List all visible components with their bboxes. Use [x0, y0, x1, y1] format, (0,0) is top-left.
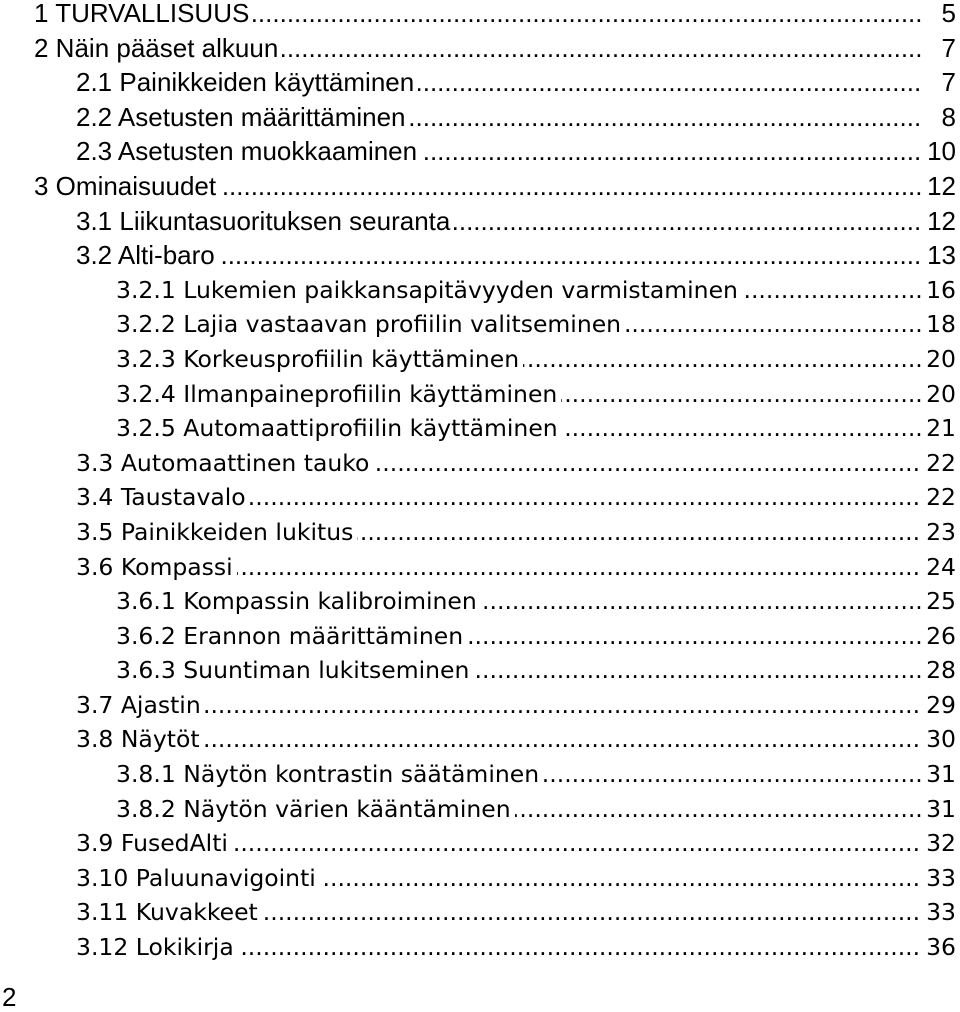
toc-entry-label: 2.2 Asetusten määrittäminen: [76, 100, 410, 135]
toc-entry-page: 30: [922, 722, 956, 757]
toc-entry[interactable]: [0, 619, 960, 654]
toc-entry[interactable]: [0, 861, 960, 896]
toc-entry[interactable]: [0, 584, 960, 619]
toc-entry[interactable]: [0, 653, 960, 688]
toc-entry-label: 3.8.1 Näytön kontrastin säätäminen: [116, 757, 543, 792]
toc-entry-label: 3.4 Taustavalo: [76, 480, 250, 515]
toc-entry-page: 16: [922, 273, 956, 308]
toc-entry[interactable]: [0, 446, 960, 481]
toc-entry-label: 3.8.2 Näytön värien kääntäminen: [116, 792, 515, 827]
toc-entry-label: 3.6 Kompassi: [76, 550, 237, 585]
toc-entry-label: 3.1 Liikuntasuorituksen seuranta: [76, 204, 454, 239]
toc-entry[interactable]: [0, 895, 960, 930]
toc-entry[interactable]: [0, 826, 960, 861]
toc-entry[interactable]: [0, 100, 960, 135]
toc-entry-label: 3.8 Näytöt: [76, 722, 204, 757]
toc-entry-page: 32: [922, 826, 956, 861]
toc-entry[interactable]: [0, 411, 960, 446]
toc-entry-label: 3.9 FusedAlti: [76, 826, 232, 861]
toc-entry-label: 3.7 Ajastin: [76, 688, 205, 723]
toc-entry[interactable]: [0, 31, 960, 66]
toc-entry[interactable]: [0, 377, 960, 412]
toc-entry-label: 3.2.1 Lukemien paikkansapitävyyden varmistaminen: [116, 273, 742, 308]
toc-entry-label: 3.2 Alti-baro: [76, 238, 219, 273]
toc-entry-page: 12: [922, 204, 956, 239]
toc-entry-page: 24: [922, 550, 956, 585]
toc-entry-page: 23: [922, 515, 956, 550]
toc-entry-page: 10: [922, 134, 956, 169]
toc-entry-label: 3.6.3 Suuntiman lukitseminen: [116, 653, 473, 688]
toc-entry-label: 3.10 Paluunavigointi: [76, 861, 320, 896]
toc-entry-page: 26: [922, 619, 956, 654]
toc-entry-page: 20: [922, 377, 956, 412]
toc-entry[interactable]: [0, 0, 960, 31]
toc-entry[interactable]: [0, 169, 960, 204]
toc-entry-label: 2.3 Asetusten muokkaaminen: [76, 134, 421, 169]
toc-entry[interactable]: [0, 65, 960, 100]
toc-entry-label: 2 Näin pääset alkuun: [34, 31, 282, 66]
page-number: 2: [2, 982, 17, 1012]
toc-entry-page: 21: [922, 411, 956, 446]
toc-entry-page: 20: [922, 342, 956, 377]
toc-entry[interactable]: [0, 722, 960, 757]
toc-entry-label: 3.5 Painikkeiden lukitus: [76, 515, 357, 550]
toc-entry-label: 3.2.3 Korkeusprofiilin käyttäminen: [116, 342, 523, 377]
toc-entry-label: 2.1 Painikkeiden käyttäminen: [76, 65, 418, 100]
toc-entry-page: 18: [922, 307, 956, 342]
toc-entry[interactable]: [0, 550, 960, 585]
toc-entry[interactable]: [0, 204, 960, 239]
toc-entry[interactable]: [0, 515, 960, 550]
toc-entry[interactable]: [0, 238, 960, 273]
toc-entry-page: 22: [922, 480, 956, 515]
toc-entry-label: 3.3 Automaattinen tauko: [76, 446, 373, 481]
toc-entry[interactable]: [0, 273, 960, 308]
toc-entry-page: 8: [922, 100, 956, 135]
toc-entry[interactable]: [0, 134, 960, 169]
toc-entry[interactable]: [0, 688, 960, 723]
toc-entry-page: 25: [922, 584, 956, 619]
toc-entry-page: 31: [922, 757, 956, 792]
toc-entry-page: 7: [922, 31, 956, 66]
toc-entry-page: 33: [922, 895, 956, 930]
toc-entry[interactable]: [0, 480, 960, 515]
toc-entry-page: 5: [922, 0, 956, 31]
toc-entry-page: 28: [922, 653, 956, 688]
toc-entry[interactable]: [0, 792, 960, 827]
toc-entry-label: 3.6.1 Kompassin kalibroiminen: [116, 584, 481, 619]
toc-entry-label: 1 TURVALLISUUS: [34, 0, 253, 31]
toc-entry-label: 3.6.2 Erannon määrittäminen: [116, 619, 467, 654]
toc-entry[interactable]: [0, 307, 960, 342]
toc-entry-page: 29: [922, 688, 956, 723]
toc-entry-page: 31: [922, 792, 956, 827]
toc-entry-label: 3.2.5 Automaattiprofiilin käyttäminen: [116, 411, 562, 446]
toc-entry-label: 3.2.4 Ilmanpaineprofiilin käyttäminen: [116, 377, 561, 412]
toc-entry-page: 7: [922, 65, 956, 100]
toc-entry[interactable]: [0, 757, 960, 792]
toc-entry-page: 22: [922, 446, 956, 481]
toc-entry[interactable]: [0, 342, 960, 377]
toc-entry-label: 3.2.2 Lajia vastaavan profiilin valitseminen: [116, 307, 625, 342]
toc-entry-page: 13: [922, 238, 956, 273]
toc-entry-page: 33: [922, 861, 956, 896]
toc-entry-page: 12: [922, 169, 956, 204]
toc-entry-label: 3 Ominaisuudet: [34, 169, 220, 204]
toc-entry[interactable]: [0, 930, 960, 965]
toc-entry-page: 36: [922, 930, 956, 965]
toc-entry-label: 3.12 Lokikirja: [76, 930, 238, 965]
toc-entry-label: 3.11 Kuvakkeet: [76, 895, 262, 930]
